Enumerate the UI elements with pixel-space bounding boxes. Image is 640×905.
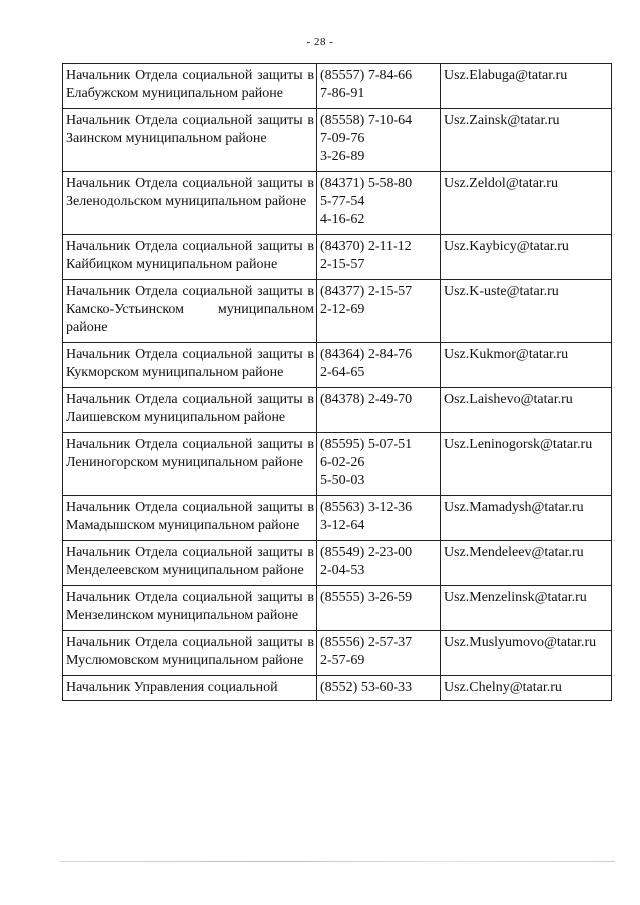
phone-cell xyxy=(317,631,441,676)
phone-number: 7-86-91 xyxy=(320,86,365,101)
contacts-table-body xyxy=(63,64,612,701)
table-row xyxy=(63,109,612,172)
phone-number: 5-77-54 xyxy=(320,194,365,209)
table-row xyxy=(63,541,612,586)
table-row xyxy=(63,433,612,496)
official-title-cell: Начальник Отдела социальной защиты в Мамадышском муниципальном районе xyxy=(63,496,317,541)
table-row xyxy=(63,280,612,343)
page-number: - 28 - xyxy=(306,36,334,48)
email-cell: Usz.Chelny@tatar.ru xyxy=(441,676,612,701)
official-title-cell: Начальник Отдела социальной защиты в Лаишевском муниципальном районе xyxy=(63,388,317,433)
phone-number: 5-50-03 xyxy=(320,473,365,488)
official-title-cell: Начальник Отдела социальной защиты в Кукморском муниципальном районе xyxy=(63,343,317,388)
phone-number: (85556) 2-57-37 xyxy=(320,635,413,650)
official-title-cell: Начальник Отдела социальной защиты в Камско-Устьинском муниципальном районе xyxy=(63,280,317,343)
email-cell: Usz.K-uste@tatar.ru xyxy=(441,280,612,343)
table-row xyxy=(63,388,612,433)
email-cell: Usz.Kukmor@tatar.ru xyxy=(441,343,612,388)
phone-number: 2-12-69 xyxy=(320,302,365,317)
phone-number: (85557) 7-84-66 xyxy=(320,68,413,83)
phone-number: (84371) 5-58-80 xyxy=(320,176,413,191)
phone-cell xyxy=(317,343,441,388)
phone-number: (84377) 2-15-57 xyxy=(320,284,413,299)
email-cell: Usz.Mamadysh@tatar.ru xyxy=(441,496,612,541)
phone-number: 2-15-57 xyxy=(320,257,365,272)
phone-number: (84378) 2-49-70 xyxy=(320,392,413,407)
email-cell: Usz.Elabuga@tatar.ru xyxy=(441,64,612,109)
phone-cell xyxy=(317,280,441,343)
phone-cell xyxy=(317,172,441,235)
scan-edge-line xyxy=(60,861,615,862)
official-title-cell: Начальник Отдела социальной защиты в Муслюмовском муниципальном районе xyxy=(63,631,317,676)
phone-number: 2-57-69 xyxy=(320,653,365,668)
phone-cell xyxy=(317,541,441,586)
phone-cell xyxy=(317,496,441,541)
email-cell: Usz.Kaybicy@tatar.ru xyxy=(441,235,612,280)
phone-number: 4-16-62 xyxy=(320,212,365,227)
phone-number: 3-12-64 xyxy=(320,518,365,533)
phone-number: (85563) 3-12-36 xyxy=(320,500,413,515)
phone-number: (84364) 2-84-76 xyxy=(320,347,413,362)
phone-number: 2-04-53 xyxy=(320,563,365,578)
phone-number: (85595) 5-07-51 xyxy=(320,437,413,452)
table-row xyxy=(63,586,612,631)
table-row xyxy=(63,496,612,541)
official-title-cell: Начальник Отдела социальной защиты в Кайбицком муниципальном районе xyxy=(63,235,317,280)
table-row xyxy=(63,64,612,109)
email-cell: Usz.Muslyumovo@tatar.ru xyxy=(441,631,612,676)
phone-number: (84370) 2-11-12 xyxy=(320,239,412,254)
official-title-cell: Начальник Отдела социальной защиты в Елабужском муниципальном районе xyxy=(63,64,317,109)
email-cell: Usz.Mendeleev@tatar.ru xyxy=(441,541,612,586)
table-row xyxy=(63,235,612,280)
phone-cell xyxy=(317,109,441,172)
phone-cell xyxy=(317,64,441,109)
table-row xyxy=(63,676,612,701)
phone-cell xyxy=(317,433,441,496)
phone-number: 6-02-26 xyxy=(320,455,365,470)
email-cell: Usz.Menzelinsk@tatar.ru xyxy=(441,586,612,631)
contacts-table xyxy=(62,63,612,701)
official-title-cell: Начальник Отдела социальной защиты в Заинском муниципальном районе xyxy=(63,109,317,172)
official-title-cell: Начальник Отдела социальной защиты в Зеленодольском муниципальном районе xyxy=(63,172,317,235)
official-title-cell: Начальник Отдела социальной защиты в Мензелинском муниципальном районе xyxy=(63,586,317,631)
official-title-cell: Начальник Отдела социальной защиты в Менделеевском муниципальном районе xyxy=(63,541,317,586)
phone-number: (8552) 53-60-33 xyxy=(320,680,413,695)
email-cell: Osz.Laishevo@tatar.ru xyxy=(441,388,612,433)
phone-cell xyxy=(317,676,441,701)
table-row xyxy=(63,631,612,676)
phone-cell xyxy=(317,235,441,280)
table-row xyxy=(63,343,612,388)
phone-number: (85555) 3-26-59 xyxy=(320,590,413,605)
official-title-cell: Начальник Отдела социальной защиты в Лениногорском муниципальном районе xyxy=(63,433,317,496)
email-cell: Usz.Leninogorsk@tatar.ru xyxy=(441,433,612,496)
phone-number: (85558) 7-10-64 xyxy=(320,113,413,128)
official-title-cell: Начальник Управления социальной xyxy=(63,676,317,701)
table-row xyxy=(63,172,612,235)
phone-number: (85549) 2-23-00 xyxy=(320,545,413,560)
phone-number: 7-09-76 xyxy=(320,131,365,146)
phone-number: 2-64-65 xyxy=(320,365,365,380)
email-cell: Usz.Zeldol@tatar.ru xyxy=(441,172,612,235)
phone-cell xyxy=(317,388,441,433)
phone-cell xyxy=(317,586,441,631)
email-cell: Usz.Zainsk@tatar.ru xyxy=(441,109,612,172)
phone-number: 3-26-89 xyxy=(320,149,365,164)
